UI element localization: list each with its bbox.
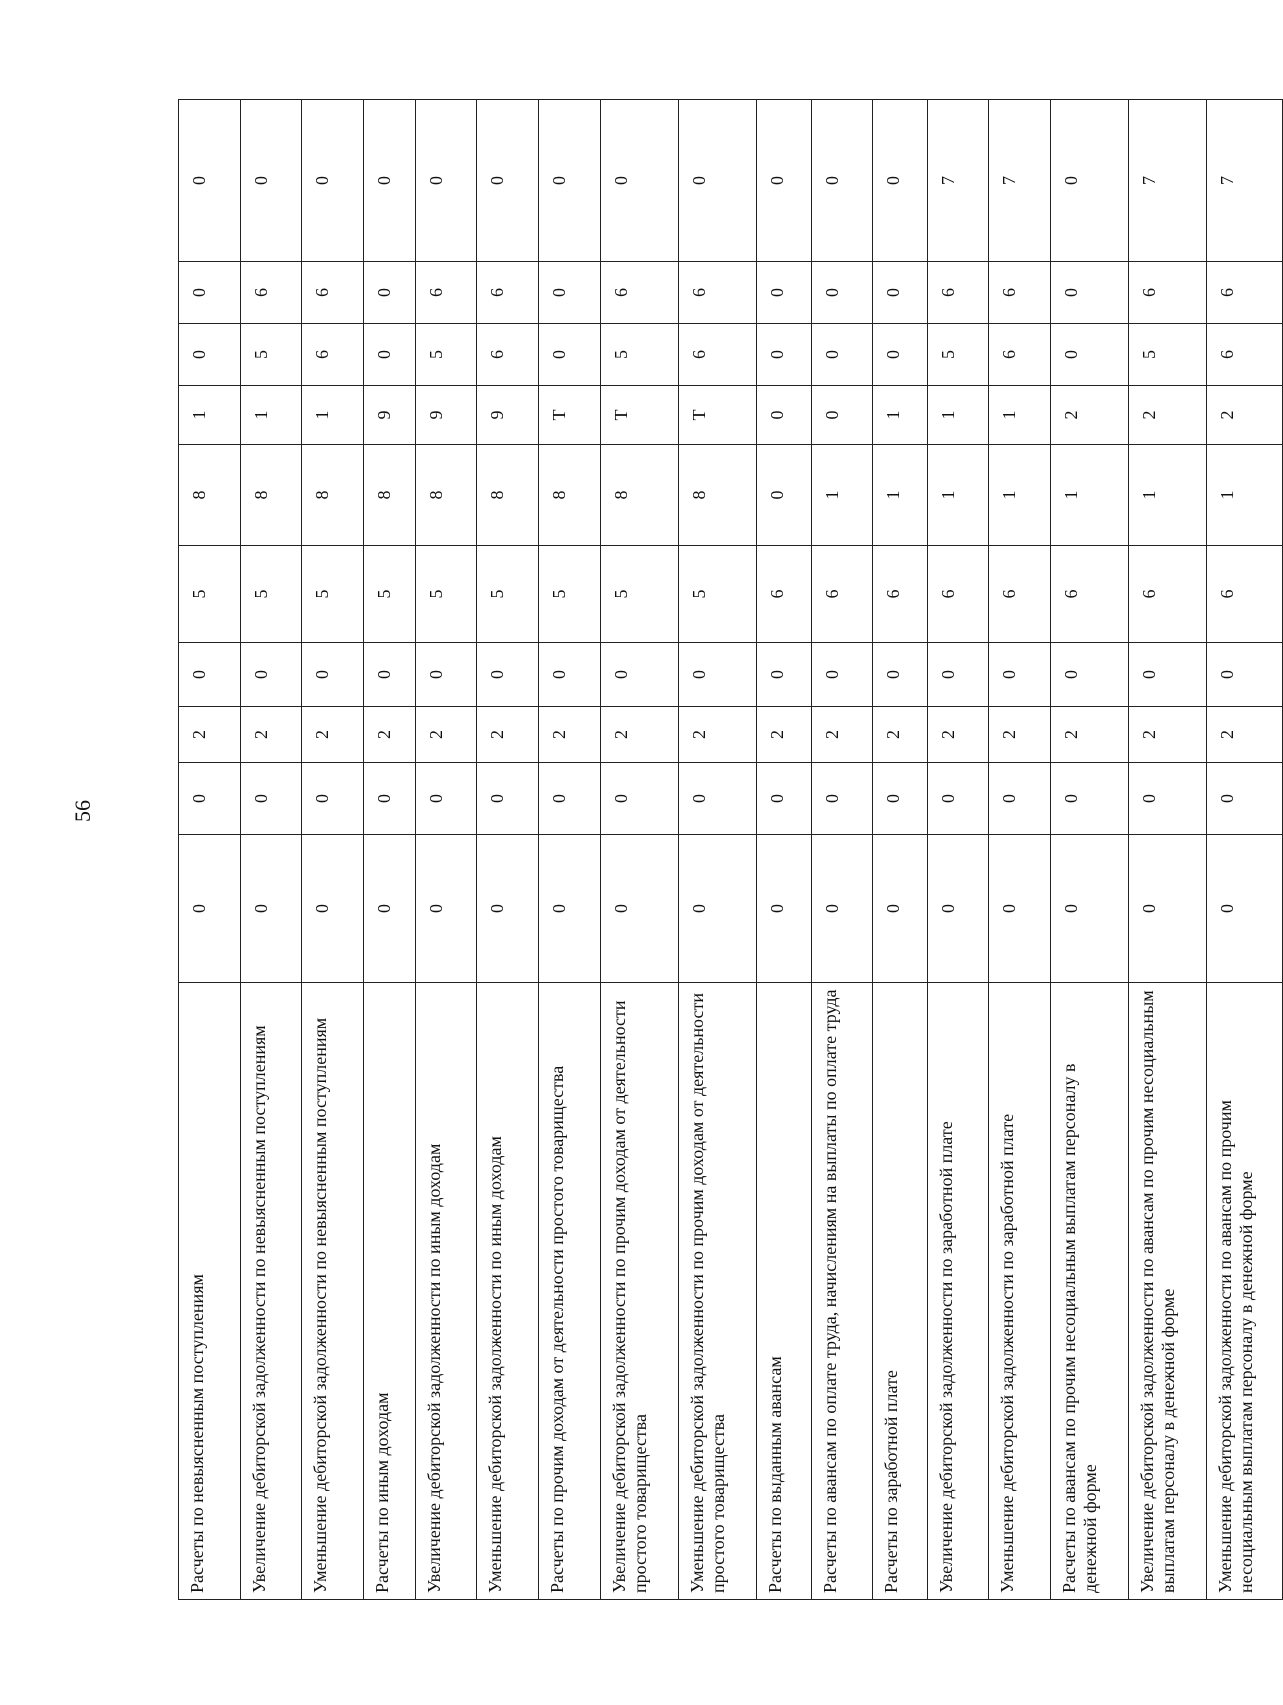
code-digit-cell: 1 [1207, 445, 1283, 546]
code-digit-cell: 0 [1207, 835, 1283, 983]
code-digit-cell: 6 [240, 262, 302, 324]
code-digit-cell: 6 [302, 324, 364, 386]
code-digit-cell: 1 [989, 386, 1051, 445]
code-digit-cell: 0 [179, 835, 241, 983]
account-name-cell: Увеличение дебиторской задолженности по заработной плате [927, 983, 989, 1600]
code-digit-cell: 0 [302, 835, 364, 983]
code-digit-cell: 0 [1207, 643, 1283, 707]
code-digit-cell: 1 [1128, 445, 1206, 546]
account-name-cell: Расчеты по невыясненным поступлениям [179, 983, 241, 1600]
table-row [927, 100, 989, 1600]
code-digit-cell: 6 [302, 262, 364, 324]
code-digit-cell: 5 [240, 324, 302, 386]
code-digit-cell: 0 [811, 643, 873, 707]
code-digit-cell: 0 [757, 835, 811, 983]
code-digit-cell: 0 [1128, 643, 1206, 707]
code-digit-cell: 0 [757, 445, 811, 546]
code-digit-cell: 0 [539, 262, 601, 324]
code-digit-cell: 1 [873, 445, 927, 546]
code-digit-cell: 0 [539, 763, 601, 835]
code-digit-cell: 0 [240, 100, 302, 262]
code-digit-cell: 2 [1128, 386, 1206, 445]
code-digit-cell: 1 [989, 445, 1051, 546]
code-digit-cell: 0 [1050, 835, 1128, 983]
code-digit-cell: 0 [811, 763, 873, 835]
code-digit-cell: 9 [363, 386, 415, 445]
code-digit-cell: 2 [873, 707, 927, 763]
table-row [811, 100, 873, 1600]
account-codes-table [178, 99, 1283, 1600]
code-digit-cell: 0 [600, 100, 678, 262]
code-digit-cell: 6 [1050, 546, 1128, 643]
code-digit-cell: 2 [179, 707, 241, 763]
code-digit-cell: 0 [539, 324, 601, 386]
code-digit-cell: 0 [873, 763, 927, 835]
code-digit-cell: 0 [811, 100, 873, 262]
account-name-cell: Уменьшение дебиторской задолженности по невыясненным поступлениям [302, 983, 364, 1600]
code-digit-cell: 6 [989, 546, 1051, 643]
code-digit-cell: 6 [1128, 262, 1206, 324]
table-row [179, 100, 241, 1600]
code-digit-cell: 9 [477, 386, 539, 445]
code-digit-cell: 0 [811, 324, 873, 386]
code-digit-cell: 0 [757, 324, 811, 386]
code-digit-cell: 0 [179, 643, 241, 707]
code-digit-cell: 8 [363, 445, 415, 546]
code-digit-cell: 0 [1128, 763, 1206, 835]
code-digit-cell: 5 [302, 546, 364, 643]
code-digit-cell: 0 [477, 643, 539, 707]
code-digit-cell: 0 [811, 386, 873, 445]
account-name-cell: Расчеты по заработной плате [873, 983, 927, 1600]
code-digit-cell: 0 [873, 835, 927, 983]
account-codes-table-container [178, 100, 1283, 1600]
code-digit-cell: 5 [1128, 324, 1206, 386]
account-name-cell: Расчеты по выданным авансам [757, 983, 811, 1600]
code-digit-cell: 8 [240, 445, 302, 546]
code-digit-cell: 7 [1128, 100, 1206, 262]
table-row [240, 100, 302, 1600]
code-digit-cell: 2 [927, 707, 989, 763]
code-digit-cell: 1 [1050, 445, 1128, 546]
account-name-cell: Расчеты по иным доходам [363, 983, 415, 1600]
code-digit-cell: 0 [302, 763, 364, 835]
code-digit-cell: Т [600, 386, 678, 445]
table-row [989, 100, 1051, 1600]
code-digit-cell: 0 [415, 643, 477, 707]
code-digit-cell: 0 [363, 763, 415, 835]
code-digit-cell: 0 [539, 835, 601, 983]
account-name-cell: Увеличение дебиторской задолженности по авансам по прочим несоциальным выплатам персоналу в денежной форме [1128, 983, 1206, 1600]
code-digit-cell: 6 [1207, 546, 1283, 643]
code-digit-cell: 1 [240, 386, 302, 445]
code-digit-cell: 0 [415, 100, 477, 262]
table-row [415, 100, 477, 1600]
code-digit-cell: 8 [179, 445, 241, 546]
code-digit-cell: 7 [989, 100, 1051, 262]
code-digit-cell: 2 [363, 707, 415, 763]
code-digit-cell: 6 [477, 324, 539, 386]
code-digit-cell: 2 [1128, 707, 1206, 763]
code-digit-cell: 0 [179, 262, 241, 324]
code-digit-cell: 0 [1050, 643, 1128, 707]
code-digit-cell: 0 [1128, 835, 1206, 983]
code-digit-cell: 0 [678, 835, 756, 983]
table-row [678, 100, 756, 1600]
code-digit-cell: 0 [1050, 100, 1128, 262]
code-digit-cell: 6 [989, 262, 1051, 324]
code-digit-cell: 0 [477, 763, 539, 835]
code-digit-cell: 0 [989, 835, 1051, 983]
code-digit-cell: 0 [1050, 763, 1128, 835]
code-digit-cell: 7 [1207, 100, 1283, 262]
code-digit-cell: 6 [811, 546, 873, 643]
code-digit-cell: 5 [415, 546, 477, 643]
account-name-cell: Расчеты по прочим доходам от деятельности простого товарищества [539, 983, 601, 1600]
table-row [1207, 100, 1283, 1600]
code-digit-cell: 2 [811, 707, 873, 763]
code-digit-cell: 0 [363, 835, 415, 983]
table-row [1050, 100, 1128, 1600]
code-digit-cell: 2 [415, 707, 477, 763]
code-digit-cell: 5 [477, 546, 539, 643]
table-body [179, 100, 1283, 1600]
code-digit-cell: 1 [873, 386, 927, 445]
account-name-cell: Уменьшение дебиторской задолженности по прочим доходам от деятельности простого товарищества [678, 983, 756, 1600]
code-digit-cell: 0 [179, 763, 241, 835]
code-digit-cell: 0 [179, 324, 241, 386]
account-name-cell: Увеличение дебиторской задолженности по иным доходам [415, 983, 477, 1600]
code-digit-cell: Т [539, 386, 601, 445]
code-digit-cell: 0 [927, 835, 989, 983]
code-digit-cell: 9 [415, 386, 477, 445]
code-digit-cell: 6 [678, 262, 756, 324]
code-digit-cell: 0 [678, 763, 756, 835]
code-digit-cell: 5 [363, 546, 415, 643]
code-digit-cell: 0 [179, 100, 241, 262]
code-digit-cell: 5 [678, 546, 756, 643]
code-digit-cell: 2 [600, 707, 678, 763]
code-digit-cell: 6 [600, 262, 678, 324]
code-digit-cell: 0 [240, 835, 302, 983]
code-digit-cell: 0 [757, 100, 811, 262]
code-digit-cell: 2 [477, 707, 539, 763]
code-digit-cell: 0 [1050, 262, 1128, 324]
code-digit-cell: 6 [1207, 324, 1283, 386]
code-digit-cell: 0 [757, 262, 811, 324]
code-digit-cell: 2 [989, 707, 1051, 763]
table-row [1128, 100, 1206, 1600]
code-digit-cell: 2 [1207, 707, 1283, 763]
code-digit-cell: 0 [757, 643, 811, 707]
code-digit-cell: 0 [539, 643, 601, 707]
account-name-cell: Уменьшение дебиторской задолженности по заработной плате [989, 983, 1051, 1600]
code-digit-cell: 0 [240, 643, 302, 707]
code-digit-cell: 6 [1207, 262, 1283, 324]
code-digit-cell: 0 [989, 763, 1051, 835]
code-digit-cell: 1 [302, 386, 364, 445]
code-digit-cell: 0 [600, 835, 678, 983]
code-digit-cell: 0 [240, 763, 302, 835]
code-digit-cell: 0 [811, 262, 873, 324]
code-digit-cell: 2 [678, 707, 756, 763]
code-digit-cell: 0 [678, 100, 756, 262]
code-digit-cell: 0 [415, 763, 477, 835]
page-number: 56 [70, 800, 95, 822]
code-digit-cell: 0 [600, 643, 678, 707]
table-row [477, 100, 539, 1600]
code-digit-cell: 8 [600, 445, 678, 546]
account-name-cell: Расчеты по авансам по оплате труда, начислениям на выплаты по оплате труда [811, 983, 873, 1600]
code-digit-cell: 5 [179, 546, 241, 643]
code-digit-cell: 0 [873, 643, 927, 707]
code-digit-cell: 6 [477, 262, 539, 324]
code-digit-cell: 2 [1050, 707, 1128, 763]
code-digit-cell: 8 [302, 445, 364, 546]
code-digit-cell: 1 [811, 445, 873, 546]
code-digit-cell: 6 [678, 324, 756, 386]
code-digit-cell: 6 [1128, 546, 1206, 643]
code-digit-cell: 8 [539, 445, 601, 546]
code-digit-cell: 5 [240, 546, 302, 643]
account-name-cell: Уменьшение дебиторской задолженности по авансам по прочим несоциальным выплатам персоналу в денежной форме [1207, 983, 1283, 1600]
code-digit-cell: 0 [1050, 324, 1128, 386]
code-digit-cell: 2 [539, 707, 601, 763]
code-digit-cell: 2 [302, 707, 364, 763]
code-digit-cell: 0 [873, 324, 927, 386]
code-digit-cell: 0 [1207, 763, 1283, 835]
code-digit-cell: 0 [600, 763, 678, 835]
code-digit-cell: 8 [415, 445, 477, 546]
code-digit-cell: 2 [1050, 386, 1128, 445]
code-digit-cell: 0 [415, 835, 477, 983]
code-digit-cell: 2 [1207, 386, 1283, 445]
account-name-cell: Расчеты по авансам по прочим несоциальным выплатам персоналу в денежной форме [1050, 983, 1128, 1600]
code-digit-cell: 5 [600, 324, 678, 386]
code-digit-cell: 5 [600, 546, 678, 643]
code-digit-cell: 0 [363, 100, 415, 262]
code-digit-cell: Т [678, 386, 756, 445]
code-digit-cell: 2 [757, 707, 811, 763]
code-digit-cell: 0 [873, 100, 927, 262]
code-digit-cell: 6 [927, 262, 989, 324]
code-digit-cell: 2 [240, 707, 302, 763]
code-digit-cell: 0 [757, 763, 811, 835]
code-digit-cell: 0 [678, 643, 756, 707]
code-digit-cell: 6 [927, 546, 989, 643]
code-digit-cell: 0 [927, 643, 989, 707]
code-digit-cell: 0 [302, 100, 364, 262]
table-row [873, 100, 927, 1600]
code-digit-cell: 0 [873, 262, 927, 324]
code-digit-cell: 0 [477, 835, 539, 983]
code-digit-cell: 5 [415, 324, 477, 386]
code-digit-cell: 5 [539, 546, 601, 643]
table-row [539, 100, 601, 1600]
code-digit-cell: 5 [927, 324, 989, 386]
code-digit-cell: 1 [927, 386, 989, 445]
code-digit-cell: 0 [927, 763, 989, 835]
code-digit-cell: 6 [873, 546, 927, 643]
code-digit-cell: 1 [927, 445, 989, 546]
code-digit-cell: 7 [927, 100, 989, 262]
code-digit-cell: 0 [989, 643, 1051, 707]
code-digit-cell: 0 [757, 386, 811, 445]
code-digit-cell: 0 [477, 100, 539, 262]
code-digit-cell: 8 [678, 445, 756, 546]
account-name-cell: Увеличение дебиторской задолженности по невыясненным поступлениям [240, 983, 302, 1600]
code-digit-cell: 8 [477, 445, 539, 546]
table-row [600, 100, 678, 1600]
table-row [302, 100, 364, 1600]
code-digit-cell: 0 [363, 324, 415, 386]
account-name-cell: Увеличение дебиторской задолженности по прочим доходам от деятельности простого товарищества [600, 983, 678, 1600]
code-digit-cell: 0 [363, 262, 415, 324]
code-digit-cell: 0 [363, 643, 415, 707]
code-digit-cell: 0 [539, 100, 601, 262]
code-digit-cell: 6 [757, 546, 811, 643]
code-digit-cell: 6 [989, 324, 1051, 386]
code-digit-cell: 0 [811, 835, 873, 983]
table-row [757, 100, 811, 1600]
table-row [363, 100, 415, 1600]
code-digit-cell: 1 [179, 386, 241, 445]
code-digit-cell: 0 [302, 643, 364, 707]
code-digit-cell: 6 [415, 262, 477, 324]
account-name-cell: Уменьшение дебиторской задолженности по иным доходам [477, 983, 539, 1600]
